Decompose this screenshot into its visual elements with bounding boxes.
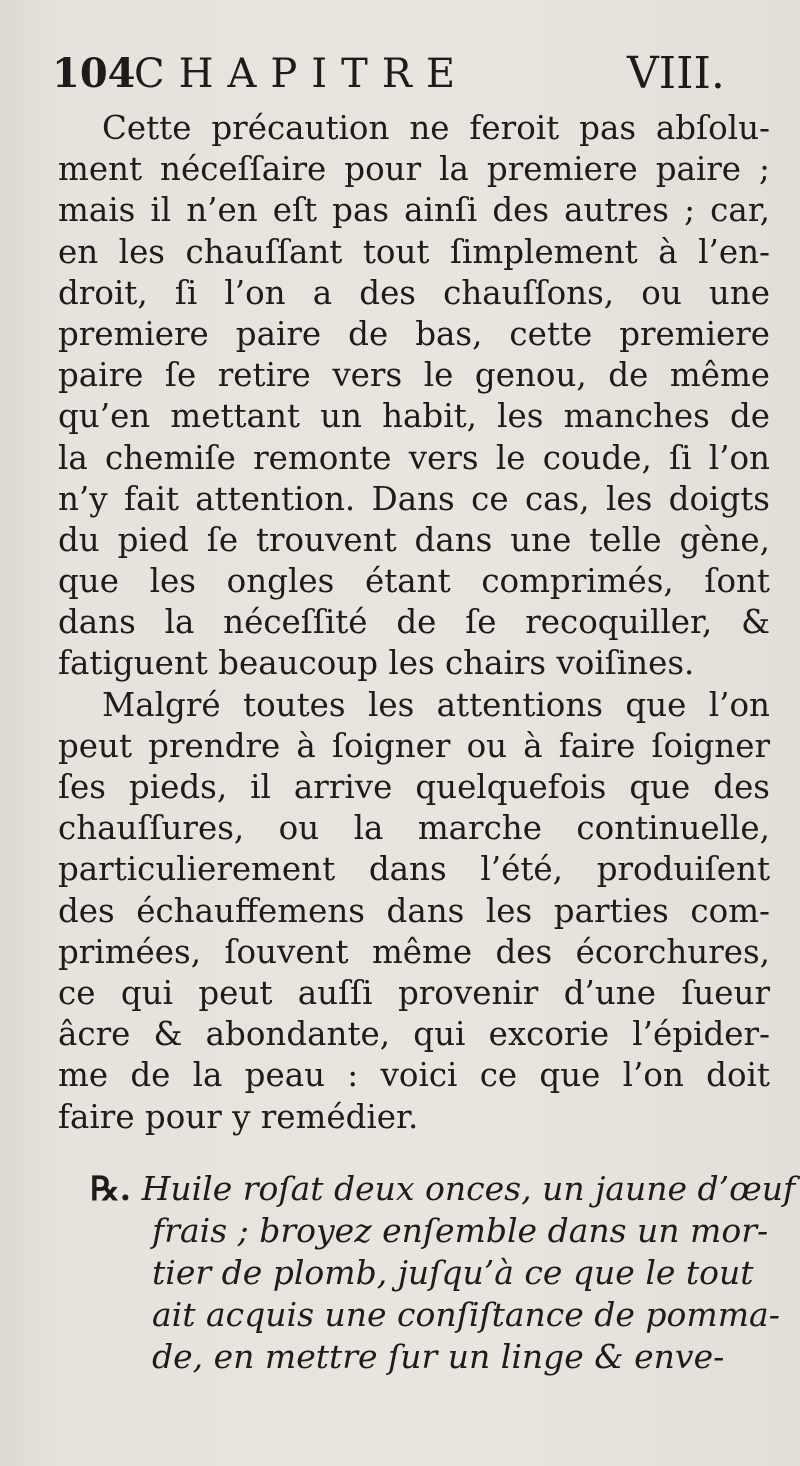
text-line: ſes pieds, il arrive quelquefois que des [58,768,770,806]
text-line: qu’en mettant un habit, les manches de [58,397,770,436]
text-line: du pied ſe trouvent dans une telle gène, [58,520,770,559]
recipe-line: de, en mettre ſur un linge & enve- [152,1337,725,1376]
text-line: faire pour y remédier. [58,1097,419,1136]
text-line: ce qui peut auſſi provenir d’une ſueur [58,973,770,1012]
chapter-title: CHAPITRE [134,51,470,97]
page-number: 104 [52,50,136,97]
text-line: Cette précaution ne feroit pas abſolu- [102,109,770,147]
text-line: me de la peau : voici ce que l’on doit [58,1056,770,1095]
recipe-block [90,1168,796,1378]
recipe-line: frais ; broyez enſemble dans un mor- [152,1211,769,1250]
text-line: Malgré toutes les attentions que l’on [102,685,770,724]
text-line: chauſſures, ou la marche continuelle, [58,809,770,848]
text-line: droit, ſi l’on a des chauſſons, ou une [58,273,770,312]
body-text [58,108,770,1138]
text-line: âcre & abondante, qui excorie l’épider- [58,1015,770,1054]
text-line: premiere paire de bas, cette premiere [58,314,770,353]
recipe-line [90,1168,796,1210]
text-line: des échauffemens dans les parties com- [58,891,770,930]
paragraph-2 [58,685,770,1138]
text-line: en les chauſſant tout ſimplement à l’en- [58,232,770,271]
recipe-line: tier de plomb, juſqu’à ce que le tout [152,1253,754,1292]
recipe-line: ait acquis une conſiſtance de pomma- [152,1295,780,1334]
text-line: particulierement dans l’été, produiſent [58,850,770,889]
chapter-number: VIII. [627,48,725,99]
text-line: que les ongles étant comprimés, ſont [58,562,770,601]
text-line: peut prendre à ſoigner ou à faire ſoigner [58,726,770,765]
running-header [52,44,740,104]
text-line: fatiguent beaucoup les chairs voiſines. [58,644,695,683]
text-line: la chemiſe remonte vers le coude, ſi l’on [58,438,770,477]
text-line: mais il n’en eſt pas ainſi des autres ; car, [58,191,770,230]
text-line: n’y fait attention. Dans ce cas, les doigts [58,479,770,518]
text-line: paire ſe retire vers le genou, de même [58,356,770,395]
text-line: primées, ſouvent même des écorchures, [58,932,770,971]
text-line: dans la néceſſité de ſe recoquiller, & [58,603,770,642]
text-line: ment néceſſaire pour la premiere paire ; [58,150,770,189]
paragraph-1 [58,108,770,685]
recipe-text: Huile roſat deux onces, un jaune d’œuf [141,1169,796,1208]
recipe-symbol: ℞. [90,1169,132,1208]
